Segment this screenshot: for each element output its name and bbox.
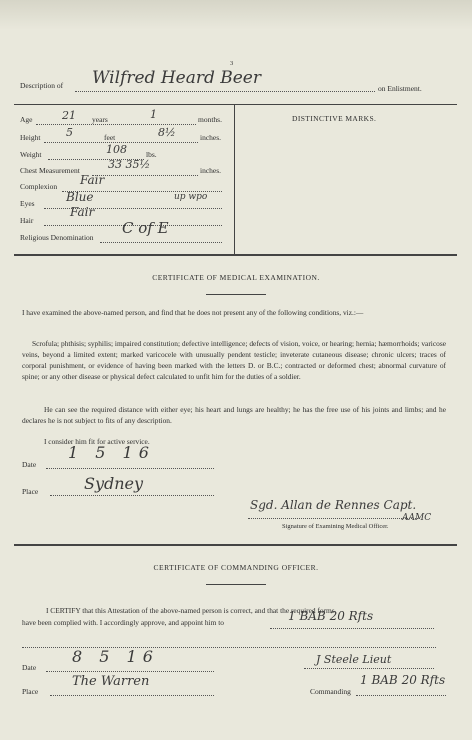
complexion-label: Complexion bbox=[20, 182, 58, 191]
age-label: Age bbox=[20, 115, 33, 124]
hair-value: Fair bbox=[70, 205, 95, 219]
eyes-label: Eyes bbox=[20, 199, 35, 208]
recruit-name: Wilfred Heard Beer bbox=[92, 68, 261, 88]
box-bottom-rule bbox=[14, 254, 457, 256]
age-months-value: 1 bbox=[150, 108, 157, 121]
feet-label: feet bbox=[104, 133, 116, 142]
weight-value: 108 bbox=[106, 143, 127, 156]
medical-place-label: Place bbox=[22, 487, 39, 496]
description-label: Description of bbox=[20, 81, 64, 90]
commanding-approve-line: have been complied with. I accordingly approve, and appoint him to bbox=[22, 618, 224, 627]
medical-officer-corps: AAMC bbox=[402, 513, 432, 523]
commanding-unit-value: 1 BAB 20 Rfts bbox=[360, 673, 446, 687]
medical-fitness-paragraph: He can see the required distance with either eye; his heart and lungs are healthy; he has the free use of his joints and limbs; and he declares he is not subject to fits of any description. bbox=[22, 405, 446, 425]
chest-label: Chest Measurement bbox=[20, 166, 80, 175]
distinctive-marks-heading: DISTINCTIVE MARKS. bbox=[292, 114, 377, 123]
age-years-value: 21 bbox=[62, 109, 76, 122]
chest-value: 33 35½ bbox=[108, 158, 151, 171]
medical-place-value: Sydney bbox=[84, 474, 144, 493]
box-top-rule bbox=[14, 104, 457, 105]
commanding-certificate-heading: CERTIFICATE OF COMMANDING OFFICER. bbox=[153, 563, 319, 572]
commanding-place-value: The Warren bbox=[72, 674, 150, 689]
fit-for-service-line: I consider him fit for active service. bbox=[44, 437, 150, 446]
medical-signature-label: Signature of Examining Medical Officer. bbox=[282, 523, 389, 530]
section-divider bbox=[14, 544, 457, 546]
inches-label: inches. bbox=[200, 133, 222, 142]
height-label: Height bbox=[20, 133, 41, 142]
height-feet-value: 5 bbox=[66, 126, 73, 139]
commanding-certify-line: I CERTIFY that this Attestation of the above-named person is correct, and that the required forms bbox=[46, 606, 335, 615]
commanding-label: Commanding bbox=[310, 687, 351, 696]
years-label: years bbox=[92, 115, 108, 124]
medical-date-value: 1 5 16 bbox=[68, 443, 155, 462]
medical-intro-paragraph: I have examined the above-named person, and find that he does not present any of the following conditions, viz.:— bbox=[22, 308, 364, 317]
religion-value: C of E bbox=[122, 219, 169, 237]
commanding-officer-signature: J Steele Lieut bbox=[316, 653, 392, 666]
eyes-value: Blue bbox=[66, 190, 94, 204]
medical-certificate-heading: CERTIFICATE OF MEDICAL EXAMINATION. bbox=[152, 273, 320, 282]
months-label: months. bbox=[198, 115, 222, 124]
religion-label: Religious Denomination bbox=[20, 233, 94, 242]
description-suffix: on Enlistment. bbox=[378, 84, 422, 93]
commanding-heading-underline bbox=[206, 584, 266, 585]
page-number: 3 bbox=[230, 60, 234, 67]
lbs-label: lbs. bbox=[146, 150, 157, 159]
medical-conditions-paragraph: Scrofula; phthisis; syphilis; impaired constitution; defective intelligence; defects of vision, voice, or hearing; hernia; hæmorrhoids; varicose veins, beyond a limited extent; marked varicocele with unusually pendent testicle; inveterate cutaneous disease; chronic ulcers; traces of corporal punishment, or evidence of having been marked with the letters D. or B.C.; contracted or deformed chest; abnormal curvature of spine; or any other disease or physical defect calculated to unfit him for the duties of a soldier. bbox=[22, 339, 446, 381]
weight-label: Weight bbox=[20, 150, 42, 159]
medical-date-label: Date bbox=[22, 460, 37, 469]
box-divider bbox=[234, 104, 235, 254]
eyes-extra-note: up wpo bbox=[174, 192, 208, 202]
chest-inches-label: inches. bbox=[200, 166, 222, 175]
commanding-date-label: Date bbox=[22, 663, 37, 672]
commanding-place-label: Place bbox=[22, 687, 39, 696]
medical-heading-underline bbox=[206, 294, 266, 295]
commanding-date-value: 8 5 16 bbox=[72, 647, 159, 666]
height-inches-value: 8½ bbox=[158, 126, 176, 139]
hair-label: Hair bbox=[20, 216, 34, 225]
complexion-value: Fair bbox=[80, 173, 105, 187]
medical-officer-signature: Sgd. Allan de Rennes Capt. bbox=[250, 498, 417, 512]
appointment-value: 1 BAB 20 Rfts bbox=[288, 609, 374, 623]
